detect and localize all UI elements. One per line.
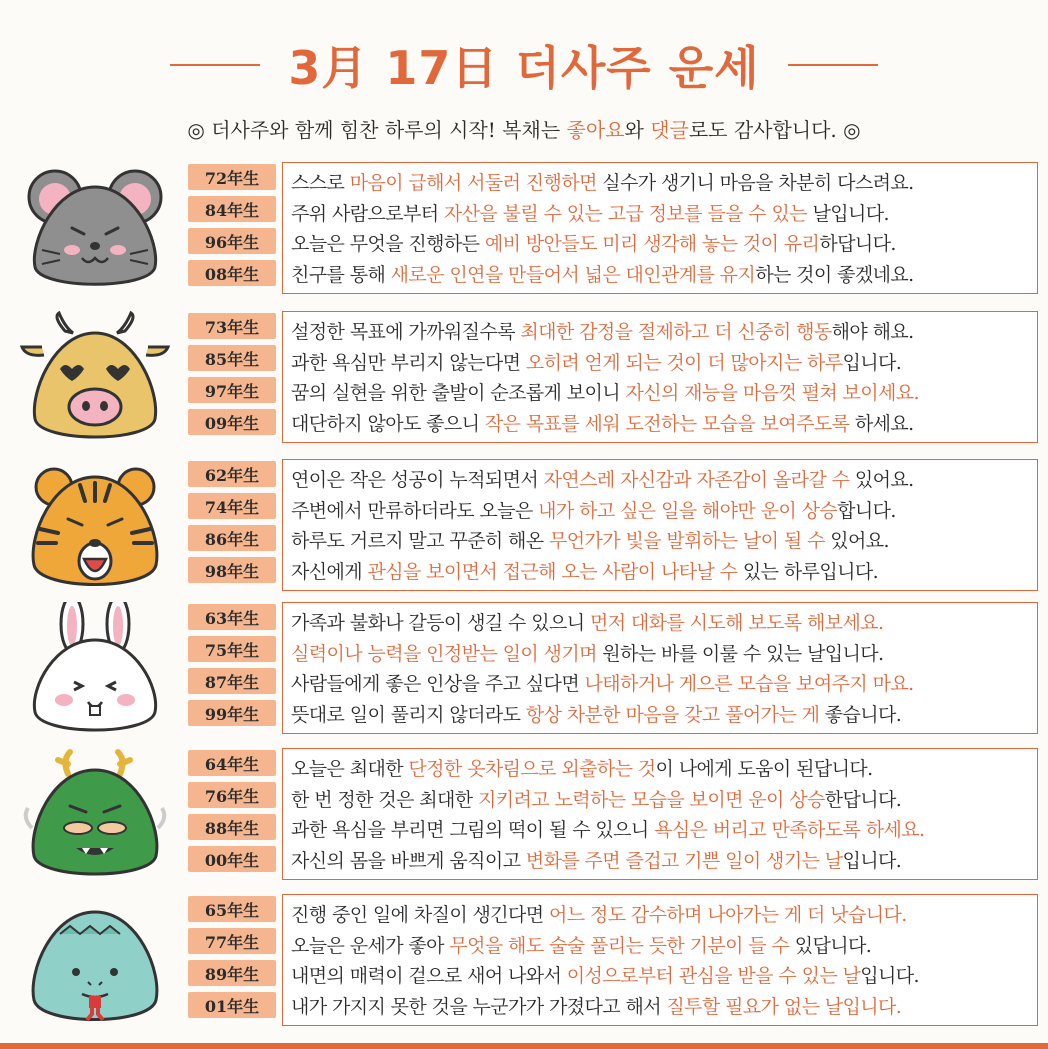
- fortune-text: 하는 것이 좋겠네요.: [755, 263, 914, 286]
- fortune-text: 원하는 바를 이룰 수 있는 날입니다.: [596, 642, 884, 665]
- fortune-text: 합니다.: [837, 499, 896, 522]
- fortune-highlight: 오히려 얻게 되는 것이 더 많아지는 하루: [525, 351, 843, 374]
- fortune-highlight: 실력이나 능력을 인정받는 일이 생기며: [291, 642, 597, 665]
- fortune-highlight: 단정한 옷차림으로 외출하는 것: [408, 758, 656, 780]
- fortune-text: 있어요.: [849, 469, 914, 491]
- birth-year-badge: 73年生: [188, 313, 276, 339]
- fortune-line: [291, 900, 1037, 931]
- fortune-section-snake: [0, 894, 1048, 1029]
- fortune-text: 이 나에게 도움이 된답니다.: [655, 758, 873, 780]
- birth-year-badge: 89年生: [188, 960, 276, 986]
- birth-year-badge: 65年生: [188, 896, 276, 922]
- fortune-line: [291, 229, 1037, 260]
- fortune-text: 내가 가지지 못한 것을 누군가가 가졌다고 해서: [291, 995, 667, 1018]
- fortune-text-box: [282, 311, 1038, 443]
- snake-icon: [20, 894, 170, 1029]
- fortune-text: 날입니다.: [807, 202, 889, 225]
- birth-year-badge: 08年生: [188, 260, 276, 286]
- page-title: 3月 17日 더사주 운세: [288, 41, 760, 95]
- birth-year-badge: 00年生: [188, 846, 276, 872]
- fortune-text: 과한 욕심을 부리면 그림의 떡이 될 수 있으니: [291, 819, 655, 841]
- birth-year-badge: 63年生: [188, 604, 276, 630]
- birth-year-badge: 98年生: [188, 557, 276, 583]
- title-divider-right: [788, 64, 878, 66]
- birth-year-badge: 86年生: [188, 525, 276, 551]
- birth-year-badge: 87年生: [188, 668, 276, 694]
- fortune-text: 오늘은 최대한: [291, 758, 409, 780]
- fortune-text: 한답니다.: [824, 788, 902, 811]
- fortune-text: 스스로: [291, 172, 350, 194]
- fortune-section-rat: [0, 162, 1048, 297]
- subtitle-highlight: 댓글: [650, 118, 689, 142]
- fortune-highlight: 이성으로부터 관심을 받을 수 있는 날: [566, 965, 861, 987]
- fortune-line: [291, 700, 1037, 731]
- fortune-highlight: 새로운 인연을 만들어서 넓은 대인관계를 유지: [390, 263, 756, 286]
- dragon-icon: [20, 748, 170, 883]
- fortune-text-box: [282, 894, 1038, 1026]
- fortune-highlight: 작은 목표를 세워 도전하는 모습을 보여주도록: [484, 412, 850, 435]
- subtitle: [0, 114, 1048, 143]
- fortune-highlight: 자신의 재능을 마음껏 펼쳐 보이세요.: [625, 382, 919, 404]
- fortune-line: [291, 378, 1037, 409]
- birth-year-badge: 75年生: [188, 636, 276, 662]
- subtitle-text: 와: [624, 118, 651, 142]
- fortune-text: 하답니다.: [819, 233, 896, 255]
- fortune-text: 설정한 목표에 가까워질수록: [291, 321, 521, 343]
- fortune-line: [291, 168, 1037, 199]
- bottom-bar: [0, 1043, 1048, 1049]
- fortune-text: 입니다.: [860, 965, 919, 987]
- fortune-line: [291, 526, 1037, 557]
- fortune-highlight: 자연스레 자신감과 자존감이 올라갈 수: [543, 469, 850, 491]
- fortune-text: 오늘은 운세가 좋아: [291, 934, 450, 957]
- fortune-text: 있답니다.: [789, 934, 872, 957]
- fortune-text: 하루도 거르지 말고 꾸준히 해온: [291, 530, 550, 552]
- fortune-line: [291, 992, 1037, 1023]
- fortune-text: 친구를 통해: [291, 263, 391, 286]
- fortune-highlight: 무엇을 해도 술술 풀리는 듯한 기분이 들 수: [449, 934, 790, 957]
- birth-year-badge: 88年生: [188, 814, 276, 840]
- ox-icon: [20, 311, 170, 446]
- birth-year-badge: 01年生: [188, 992, 276, 1018]
- fortune-highlight: 먼저 대화를 시도해 보도록 해보세요.: [589, 612, 884, 634]
- title-divider-left: [170, 64, 260, 66]
- birth-year-badge: 85年生: [188, 345, 276, 371]
- fortune-line: [291, 931, 1037, 962]
- fortune-section-rabbit: [0, 602, 1048, 737]
- fortune-highlight: 예비 방안들도 미리 생각해 놓는 것이 유리: [484, 233, 820, 255]
- fortune-text: 꿈의 실현을 위한 출발이 순조롭게 보이니: [291, 382, 626, 404]
- fortune-line: [291, 669, 1037, 700]
- fortune-highlight: 지키려고 노력하는 모습을 보이면 운이 상승: [477, 788, 825, 811]
- fortune-section-tiger: [0, 459, 1048, 594]
- fortune-line: [291, 260, 1037, 291]
- fortune-line: [291, 846, 1037, 877]
- fortune-text: 내면의 매력이 겉으로 새어 나와서: [291, 965, 567, 987]
- fortune-line: [291, 557, 1037, 588]
- fortune-line: [291, 496, 1037, 527]
- fortune-text-box: [282, 748, 1038, 880]
- fortune-section-dragon: [0, 748, 1048, 883]
- fortune-text: 자신의 몸을 바쁘게 움직이고: [291, 849, 526, 872]
- fortune-text: 진행 중인 일에 차질이 생긴다면: [291, 904, 550, 926]
- fortune-line: [291, 961, 1037, 992]
- subtitle-highlight: 좋아요: [566, 118, 625, 142]
- fortune-line: [291, 754, 1037, 785]
- fortune-highlight: 최대한 감정을 절제하고 더 신중히 행동: [520, 321, 832, 343]
- fortune-highlight: 마음이 급해서 서둘러 진행하면: [349, 172, 597, 194]
- fortune-line: [291, 409, 1037, 440]
- fortune-line: [291, 815, 1037, 846]
- fortune-text: 연이은 작은 성공이 누적되면서: [291, 469, 544, 491]
- fortune-line: [291, 608, 1037, 639]
- birth-year-badge: 84年生: [188, 196, 276, 222]
- fortune-text: 있는 하루입니다.: [737, 560, 879, 583]
- fortune-section-ox: [0, 311, 1048, 446]
- birth-year-list: [188, 164, 276, 292]
- rat-icon: [20, 162, 170, 297]
- birth-year-list: [188, 604, 276, 732]
- fortune-text-box: [282, 459, 1038, 591]
- fortune-text: 실수가 생기니 마음을 차분히 다스려요.: [596, 172, 914, 194]
- fortune-highlight: 무언가가 빛을 발휘하는 날이 될 수: [549, 530, 825, 552]
- fortune-line: [291, 785, 1037, 816]
- fortune-line: [291, 465, 1037, 496]
- birth-year-list: [188, 896, 276, 1024]
- fortune-text: 있어요.: [824, 530, 889, 552]
- birth-year-badge: 72年生: [188, 164, 276, 190]
- subtitle-text: ◎ 더사주와 함께 힘찬 하루의 시작! 복채는: [187, 118, 567, 142]
- fortune-highlight: 나태하거나 게으른 모습을 보여주지 마요.: [584, 673, 914, 695]
- tiger-icon: [20, 459, 170, 594]
- fortune-text-box: [282, 162, 1038, 294]
- fortune-text: 대단하지 않아도 좋으니: [291, 412, 485, 435]
- fortune-text: 해야 해요.: [831, 321, 914, 343]
- birth-year-badge: 64年生: [188, 750, 276, 776]
- birth-year-badge: 76年生: [188, 782, 276, 808]
- fortune-text: 오늘은 무엇을 진행하든: [291, 233, 485, 255]
- fortune-line: [291, 348, 1037, 379]
- birth-year-badge: 96年生: [188, 228, 276, 254]
- fortune-text: 입니다.: [842, 351, 902, 374]
- fortune-highlight: 내가 하고 싶은 일을 해야만 운이 상승: [538, 499, 838, 522]
- fortune-text: 한 번 정한 것은 최대한: [291, 788, 478, 811]
- fortune-text: 좋습니다.: [819, 703, 902, 726]
- fortune-text: 과한 욕심만 부리지 않는다면: [291, 351, 526, 374]
- birth-year-badge: 97年生: [188, 377, 276, 403]
- fortune-text: 하세요.: [849, 412, 914, 435]
- title-row: [0, 30, 1048, 100]
- rabbit-icon: [20, 602, 170, 737]
- fortune-line: [291, 199, 1037, 230]
- fortune-text: 가족과 불화나 갈등이 생길 수 있으니: [291, 612, 590, 634]
- birth-year-list: [188, 313, 276, 441]
- birth-year-list: [188, 750, 276, 878]
- fortune-highlight: 자산을 불릴 수 있는 고급 정보를 들을 수 있는: [443, 202, 808, 225]
- fortune-line: [291, 639, 1037, 670]
- fortune-highlight: 질투할 필요가 없는 날입니다.: [666, 995, 902, 1018]
- fortune-highlight: 어느 정도 감수하며 나아가는 게 더 낫습니다.: [549, 904, 907, 926]
- birth-year-list: [188, 461, 276, 589]
- fortune-text: 주변에서 만류하더라도 오늘은: [291, 499, 539, 522]
- birth-year-badge: 74年生: [188, 493, 276, 519]
- fortune-text: 뜻대로 일이 풀리지 않더라도: [291, 703, 526, 726]
- subtitle-text: 로도 감사합니다. ◎: [688, 118, 861, 142]
- fortune-text: 사람들에게 좋은 인상을 주고 싶다면: [291, 673, 585, 695]
- birth-year-badge: 09年生: [188, 409, 276, 435]
- fortune-text: 입니다.: [842, 849, 902, 872]
- fortune-highlight: 관심을 보이면서 접근해 오는 사람이 나타날 수: [367, 560, 738, 583]
- fortune-highlight: 항상 차분한 마음을 갖고 풀어가는 게: [525, 703, 820, 726]
- birth-year-badge: 77年生: [188, 928, 276, 954]
- birth-year-badge: 62年生: [188, 461, 276, 487]
- fortune-text: 자신에게: [291, 560, 368, 583]
- fortune-text: 주위 사람으로부터: [291, 202, 444, 225]
- birth-year-badge: 99年生: [188, 700, 276, 726]
- fortune-text-box: [282, 602, 1038, 734]
- fortune-highlight: 변화를 주면 즐겁고 기쁜 일이 생기는 날: [525, 849, 843, 872]
- fortune-highlight: 욕심은 버리고 만족하도록 하세요.: [654, 819, 925, 841]
- fortune-line: [291, 317, 1037, 348]
